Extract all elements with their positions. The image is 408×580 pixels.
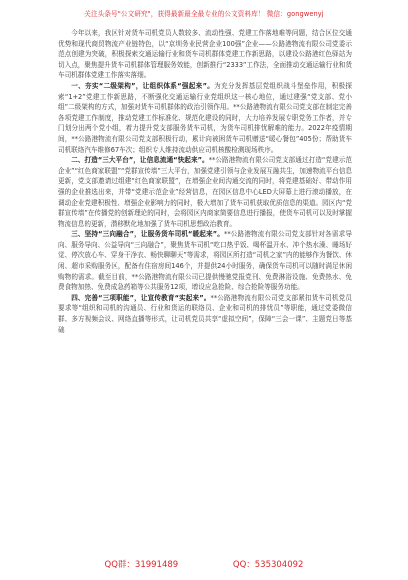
footer-qq-number: QQ：535304092 <box>232 560 304 570</box>
paragraph-section-3 <box>58 229 352 293</box>
paragraph-section-4 <box>58 293 352 335</box>
paragraph-intro <box>58 28 352 81</box>
section-1-text: 为充分发挥基层党组织战斗堡垒作用，积极探索“1+2”党建工作新思路，不断强化交通运输行业党组织这一核心地位，通过建强“党支部、党小组”二级架构的方式，加强对货车司机群体的政治引领作用。**公路港物流有限公司党支部在制定完善各项党建工作制度，推动党建工作标准化、规范化建设的同时，大力培养发展专职党务工作者，并专门划分出两个党小组，着力提升党支部服务货车司机，为货车司机排忧解难的能力。2022年疫情期间，**公路港物流有限公司党支部积极行动，累计向被困货车司机赠送“暖心餐包”405份；帮助货车司机联络汽车维修67车次；组织专人维持流动供应司机核酸检测现场秩序。 <box>58 81 352 154</box>
section-2-heading: 二、打造“三大平台”，让信息流通“快起来”。 <box>71 156 209 165</box>
paragraph-section-2 <box>58 155 352 229</box>
section-3-text: **公路港物流有限公司党支部针对各需求导向、服务导向、公益导向“三向融合”，聚焦货车司机“吃口热乎饭、喝杯温开水、冲个热水澡、睡场好觉、停次放心车、穿身干净衣、畅快聊聊天”等需求，将园区所打造“司机之家”内的能够作为餐饮、休闲、超市采购服务区，配备有住宿房间146个，并提供24小时服务，确保货车司机可以随时满足休闲购物的需求。截至目前，**公路港物流有限公司已提供慢驰党报党刊、免费淋浴设施、免费热水、免费食物加热、免费成急药箱等公共服务12项，增设应急抢险、综合抢险等服务功能。 <box>58 230 353 292</box>
section-3-heading: 三、坚持“三向融合”，让服务货车司机“暖起来”。 <box>71 230 225 239</box>
section-2-text: **公路港物流有限公司党支部通过打造“党建示范企业”“红色商家联盟”“党群宣传墙”三大平台，加强党建引领与企业发展互融共生，加速物流平台信息更新，党支部邀请过组建“红色商家联盟”，在增强企业间沟通交流的同时，将党建基础好、带动作用强的企业推选出来，并带“党建示范企业”经营信息，在园区信息中心LED大屏幕上进行滚动播放，在调动企业党建积极性、增强企业影响力的同时，极大增加了货车司机获取优质信息的渠道。园区内“党群宣传墙”在传播党的创新理论的同时，会将园区内商家简要信息进行播报，使货车司机可以及时掌握物流信息的更新，潜移默化地加强了货车司机思想政治教育。 <box>58 156 353 228</box>
paragraph-section-1 <box>58 81 352 155</box>
section-1-heading: 一、夯实“二级架构”，让组织体系“强起来”。 <box>71 81 215 90</box>
section-4-text: **公路港物流有限公司党支部紧扣货车司机党员要求等“组织和司机的沟通员、行业和货运的联络员、企业和司机的排忧员”等职能，通过党委微信群、多方视频会议、网络直播等形式，让司机党员共享“虚拟空间”，保障“三会一课”、主题党日等基础 <box>58 293 352 334</box>
document-body <box>58 28 352 335</box>
section-4-heading: 四、完善“三项职能”，让宣传教育“实起来”。 <box>71 293 211 302</box>
footer-contact <box>0 558 408 570</box>
paragraph-intro-text: 今年以来，我区针对货车司机党员人数较多、流动性强、党建工作落地难等问题，结合区位交通优势和现代商贸物流产业链特色，以“京圳务业民营企业100强”企业——公路港物流有限公司党委示范点创建为突破，积极探索交通运输行业和货车司机群体党建工作新思路，以建设公路港红色驿站为切入点，聚焦提升货车司机群体管理服务效能，创新推行“2333”工作法，全面推动交通运输行业和货车司机群体党建工作落实落细。 <box>58 29 352 80</box>
footer-qq-group: QQ群：31991489 <box>104 560 179 570</box>
header-banner: 关注头条号"公文研究"，获得最新最全最专业的公文资料库！ 微信：gongwenyj <box>84 10 324 18</box>
